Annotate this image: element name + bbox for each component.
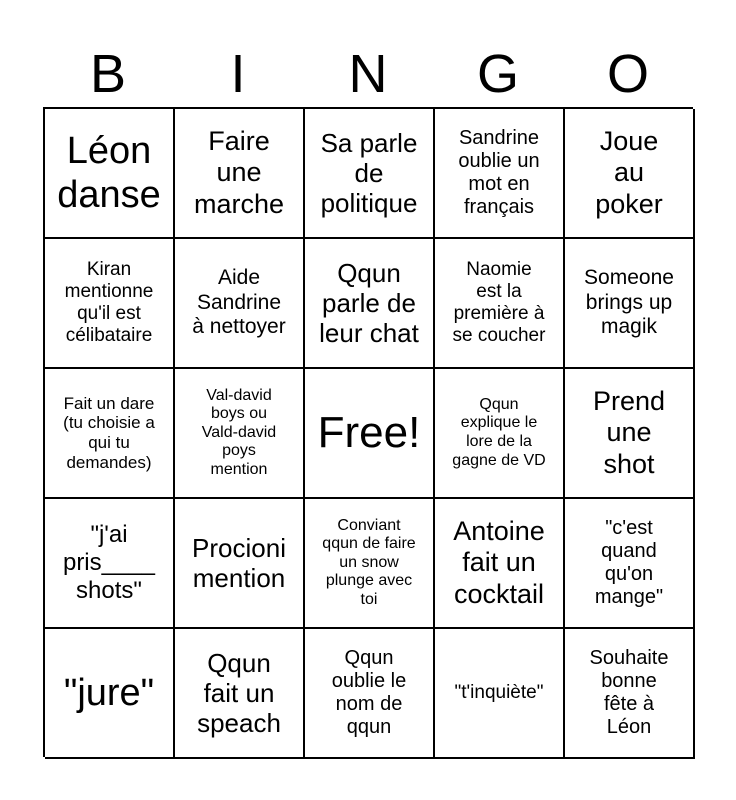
- bingo-cell[interactable]: [45, 109, 175, 239]
- bingo-cell[interactable]: [435, 629, 565, 759]
- bingo-cell[interactable]: [175, 369, 305, 499]
- bingo-cell[interactable]: [435, 239, 565, 369]
- bingo-cell[interactable]: [175, 629, 305, 759]
- cell-text: Prend une shot: [592, 386, 666, 479]
- cell-text: Qqun oublie le nom de qqun: [331, 646, 407, 739]
- cell-text: Sandrine oublie un mot en français: [458, 126, 540, 219]
- bingo-cell[interactable]: [565, 239, 695, 369]
- bingo-cell[interactable]: [435, 109, 565, 239]
- bingo-cell[interactable]: [435, 499, 565, 629]
- bingo-cell[interactable]: [305, 239, 435, 369]
- header-letter-n: N: [348, 44, 388, 104]
- bingo-cell[interactable]: [305, 629, 435, 759]
- bingo-cell[interactable]: [305, 109, 435, 239]
- header-letter-b: B: [89, 44, 127, 104]
- bingo-cell[interactable]: [45, 239, 175, 369]
- bingo-cell[interactable]: [175, 109, 305, 239]
- bingo-header: [43, 40, 693, 108]
- bingo-cell[interactable]: [435, 369, 565, 499]
- cell-text: Faire une marche: [193, 126, 285, 219]
- cell-text: Kiran mentionne qu'il est célibataire: [64, 258, 154, 347]
- cell-text: Joue au poker: [595, 126, 663, 219]
- cell-text: Qqun explique le lore de la gagne de VD: [452, 395, 546, 469]
- cell-text: Val-david boys ou Vald-david poys mention: [201, 386, 277, 478]
- bingo-cell[interactable]: [565, 629, 695, 759]
- bingo-cell[interactable]: [45, 369, 175, 499]
- cell-text: Naomie est la première à se coucher: [452, 258, 546, 347]
- header-letter-g: G: [476, 44, 519, 104]
- bingo-cell[interactable]: [305, 499, 435, 629]
- cell-text: "t'inquiète": [454, 681, 544, 703]
- header-letter-i: I: [230, 44, 246, 104]
- cell-text: "j'ai pris____ shots": [62, 521, 156, 604]
- cell-text: Procioni mention: [192, 532, 286, 593]
- bingo-cell[interactable]: [565, 369, 695, 499]
- cell-text: Fait un dare (tu choisie a qui tu demandes): [63, 393, 155, 472]
- cell-text: Conviant qqun de faire un snow plunge avec toi: [322, 516, 416, 608]
- bingo-cell[interactable]: [45, 499, 175, 629]
- cell-text: Sa parle de politique: [320, 127, 418, 219]
- bingo-cell[interactable]: [565, 499, 695, 629]
- bingo-cell[interactable]: [175, 239, 305, 369]
- cell-text: "c'est quand qu'on mange": [594, 516, 664, 609]
- cell-text: Qqun parle de leur chat: [319, 257, 419, 349]
- cell-text: Someone brings up magik: [584, 266, 674, 339]
- free-cell[interactable]: [305, 369, 435, 499]
- cell-text: Free!: [317, 408, 421, 458]
- cell-text: Antoine fait un cocktail: [453, 516, 545, 609]
- cell-text: Souhaite bonne fête à Léon: [589, 646, 669, 739]
- cell-text: Léon danse: [57, 129, 161, 216]
- bingo-cell[interactable]: [565, 109, 695, 239]
- cell-text: Qqun fait un speach: [197, 647, 281, 739]
- bingo-cell[interactable]: [175, 499, 305, 629]
- cell-text: Aide Sandrine à nettoyer: [192, 266, 286, 339]
- header-letter-o: O: [606, 44, 649, 104]
- cell-text: "jure": [63, 671, 155, 714]
- bingo-cell[interactable]: [45, 629, 175, 759]
- bingo-grid: [43, 107, 693, 757]
